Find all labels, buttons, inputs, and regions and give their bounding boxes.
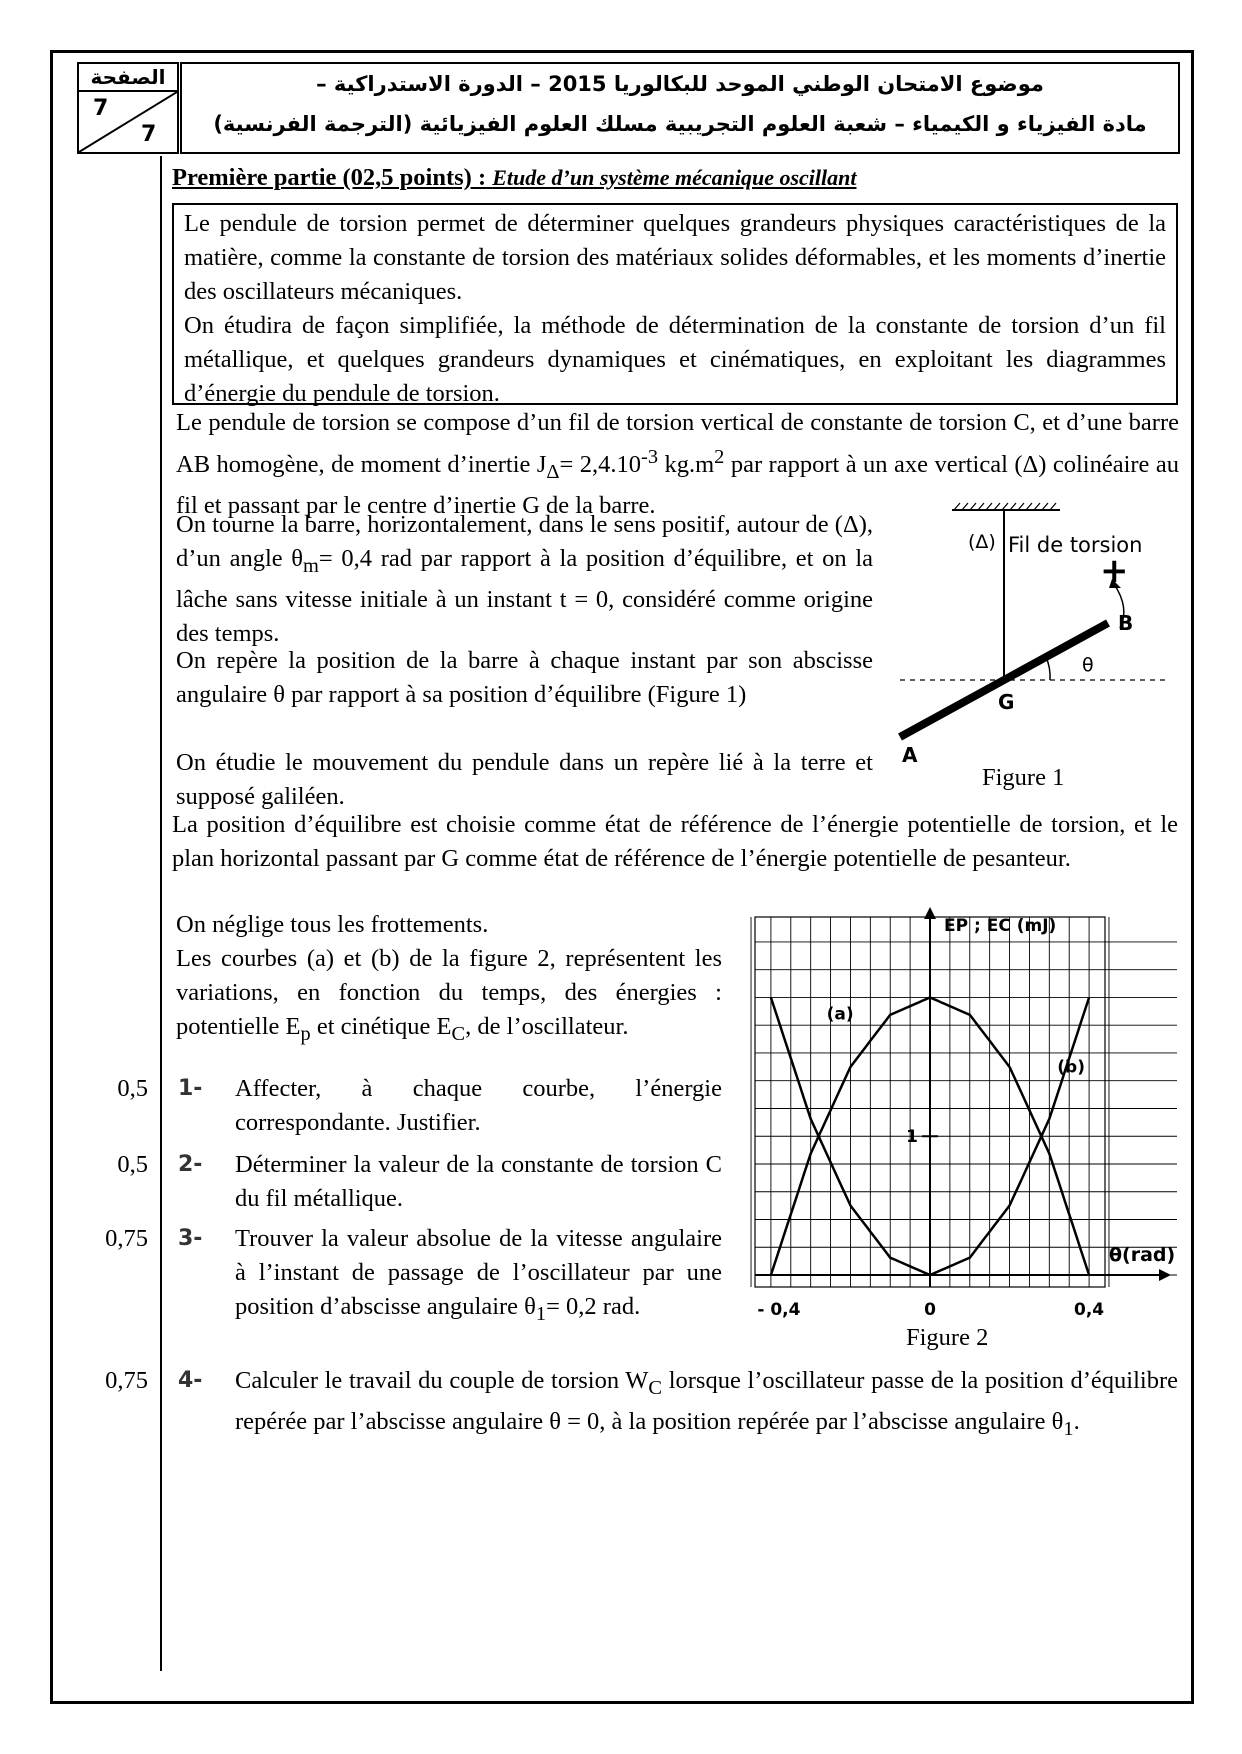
- paragraph-curves: [176, 942, 722, 1051]
- figure-1-label: Figure 1: [982, 764, 1065, 791]
- page-total: 7: [141, 122, 157, 147]
- question-2: Déterminer la valeur de la constante de torsion C du fil métallique.: [235, 1151, 722, 1212]
- intro-box: [172, 203, 1178, 405]
- legend-curve-a: (a): [826, 1004, 854, 1025]
- legend-curve-b: (b): [1057, 1057, 1085, 1078]
- p7-text-c: , de l’oscillateur.: [465, 1013, 629, 1040]
- number-q4: 4-: [178, 1368, 203, 1393]
- header-line-1: موضوع الامتحان الوطني الموحد للبكالوريا 2015 – الدورة الاستدراكية –: [316, 72, 1044, 96]
- label-g: G: [998, 690, 1015, 714]
- header-line-2: مادة الفيزياء و الكيمياء – شعبة العلوم التجريبية مسلك العلوم الفيزيائية (الترجمة الفرنسية): [213, 112, 1147, 136]
- q3-text-a: Trouver la valeur absolue de la vitesse angulaire à l’instant de passage de l’oscillateur par une position d’abscisse angulaire θ: [235, 1225, 722, 1320]
- part-title: [172, 164, 856, 192]
- p1-text-d: par rapport à un axe vertical (Δ) colinéaire au fil et passant par le centre d’inertie G de la barre.: [176, 451, 1180, 520]
- intro-paragraph-2: On étudira de façon simplifiée, la méthode de détermination de la constante de torsion d’un fil métallique, et quelques grandeurs dynamiques et cinématiques, en exploitant les diagrammes d’énergie du pendule de torsion.: [184, 312, 1166, 407]
- p2-text-b: = 0,4 rad par rapport à la position d’équilibre, et on la lâche sans vitesse initiale à un instant t = 0, considéré comme origine des temps.: [176, 545, 874, 647]
- part-title-text: Première partie (02,5 points) :: [172, 164, 487, 191]
- label-theta: θ: [1082, 654, 1094, 676]
- q4-sub: C: [648, 1376, 663, 1399]
- x-axis-label: θ(rad): [1109, 1244, 1176, 1266]
- p1-sup2: 2: [714, 446, 725, 468]
- p1-text-a: Le pendule de torsion se compose d’un fil de torsion vertical de constante de torsion C, et d’une barre AB homogène, de moment d’inertie J: [176, 409, 1179, 479]
- x-tick-label-zero: 0: [924, 1300, 936, 1320]
- axis-label: (Δ): [968, 531, 996, 553]
- part-subtitle: Etude d’un système mécanique oscillant: [492, 165, 857, 190]
- wire-label: Fil de torsion: [1008, 533, 1143, 557]
- mark-q1: 0,5: [117, 1075, 148, 1102]
- question-3: [235, 1222, 722, 1331]
- q4-sub2: 1: [1063, 1417, 1074, 1440]
- q4-text-a: Calculer le travail du couple de torsion W: [235, 1367, 649, 1394]
- mark-q2: 0,5: [117, 1151, 148, 1178]
- chart-grid: [751, 917, 1177, 1287]
- x-tick-label-max: 0,4: [1074, 1300, 1105, 1320]
- figure-2-chart: [745, 905, 1180, 1325]
- exam-header: [180, 62, 1180, 154]
- x-tick-label-min: - 0,4: [757, 1300, 801, 1320]
- page-label: الصفحة: [79, 64, 177, 92]
- theta-arc: [1046, 657, 1050, 680]
- q4-text-b: lorsque l’oscillateur passe de la position d’équilibre repérée par l’abscisse angulaire θ = 0, à la position repérée par l’abscisse angulaire θ: [235, 1367, 1178, 1435]
- number-q3: 3-: [178, 1226, 203, 1251]
- p7-sub2: C: [451, 1022, 466, 1045]
- page-number-box: [77, 62, 179, 154]
- number-q1: 1-: [178, 1076, 203, 1101]
- mark-q4: 0,75: [105, 1367, 148, 1394]
- support-hatching: [954, 503, 1056, 510]
- paragraph-rotation: [176, 508, 873, 651]
- page-current: 7: [93, 96, 109, 121]
- p2-sub: m: [303, 554, 319, 577]
- mark-q3: 0,75: [105, 1225, 148, 1252]
- paragraph-friction: On néglige tous les frottements.: [176, 911, 489, 938]
- q3-sub: 1: [535, 1302, 547, 1325]
- p7-sub1: p: [300, 1022, 311, 1045]
- p1-sub: Δ: [546, 461, 560, 484]
- label-b: B: [1118, 611, 1134, 635]
- question-1: Affecter, à chaque courbe, l’énergie correspondante. Justifier.: [235, 1075, 722, 1136]
- p1-sup: -3: [641, 446, 659, 468]
- q3-text-b: = 0,2 rad.: [546, 1293, 641, 1320]
- intro-paragraph-1: Le pendule de torsion permet de déterminer quelques grandeurs physiques caractéristiques de la matière, comme la constante de torsion des matériaux solides déformables, et les moments d’inertie des oscillateurs mécaniques.: [184, 210, 1166, 305]
- label-a: A: [902, 743, 918, 767]
- question-4: [235, 1364, 1178, 1446]
- paragraph-reference: La position d’équilibre est choisie comme état de référence de l’énergie potentielle de torsion, et le plan horizontal passant par G comme état de référence de l’énergie potentielle de pesanteur.: [172, 811, 1178, 872]
- p2-text-a: On tourne la barre, horizontalement, dans le sens positif, autour de (Δ), d’un angle θ: [176, 511, 873, 572]
- y-axis-label: EP ; EC (mJ): [944, 916, 1057, 936]
- q4-text-c: .: [1073, 1407, 1080, 1435]
- p1-text-b: = 2,4.10: [559, 451, 642, 479]
- p7-text-a: Les courbes (a) et (b) de la figure 2, représentent les variations, en fonction du temps, des énergies : potentielle E: [176, 945, 722, 1040]
- figure-2-label: Figure 2: [906, 1324, 989, 1351]
- y-axis-arrow: [924, 907, 936, 919]
- paragraph-frame: On étudie le mouvement du pendule dans un repère lié à la terre et supposé galiléen.: [176, 749, 873, 810]
- x-axis-arrow: [1159, 1269, 1171, 1281]
- paragraph-abscissa: On repère la position de la barre à chaque instant par son abscisse angulaire θ par rapport à sa position d’équilibre (Figure 1): [176, 647, 873, 708]
- number-q2: 2-: [178, 1152, 203, 1177]
- margin-line: [160, 156, 162, 1671]
- p1-text-c: kg.m: [658, 451, 715, 479]
- plus-sign: +: [1100, 551, 1129, 591]
- figure-1: [890, 500, 1190, 775]
- p7-text-b: et cinétique E: [310, 1013, 452, 1040]
- y-tick-label-1: 1: [906, 1127, 918, 1148]
